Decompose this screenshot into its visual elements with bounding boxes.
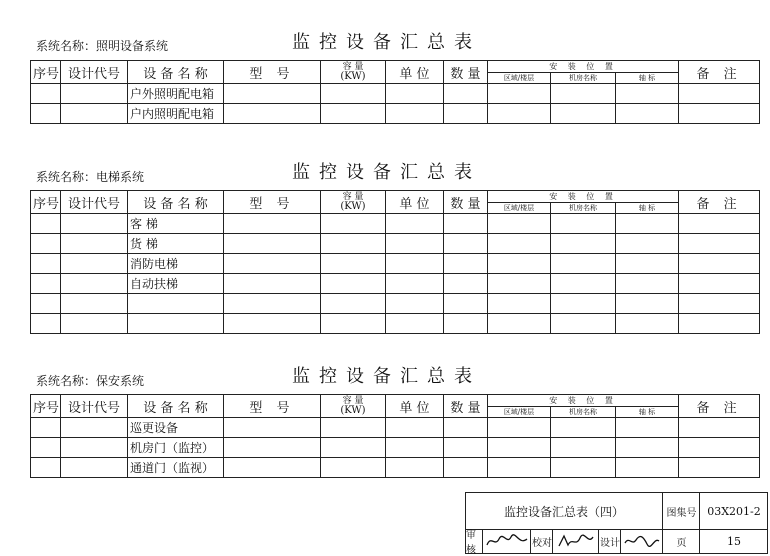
device-name xyxy=(128,294,224,314)
table-header-row xyxy=(31,191,760,203)
design-signature xyxy=(620,529,663,553)
section-lighting xyxy=(30,32,760,142)
page-label: 页 xyxy=(662,529,700,553)
signature-scribble-icon xyxy=(485,533,529,549)
review-signature xyxy=(482,529,531,553)
header-loc-axis: 轴 标 xyxy=(616,73,679,84)
header-qty: 数 量 xyxy=(444,395,488,418)
header-loc-room: 机房名称 xyxy=(551,203,616,214)
device-name: 机房门（监控） xyxy=(128,438,224,458)
section-title: 监控设备汇总表 xyxy=(292,32,481,53)
table-row xyxy=(31,314,760,334)
header-model: 型 号 xyxy=(224,395,321,418)
device-name: 货 梯 xyxy=(128,234,224,254)
header-loc-area: 区域/楼层 xyxy=(488,203,551,214)
section-security xyxy=(30,362,760,492)
header-capacity xyxy=(321,61,386,84)
title-block xyxy=(465,492,768,554)
table-row xyxy=(31,84,760,104)
table-row xyxy=(31,234,760,254)
device-name: 巡更设备 xyxy=(128,418,224,438)
device-name: 户外照明配电箱 xyxy=(128,84,224,104)
capacity-label: 容 量 xyxy=(342,396,364,406)
check-signature xyxy=(552,529,599,553)
header-location: 安 装 位 置 xyxy=(488,191,679,203)
system-label: 系统名称：照明设备系统 xyxy=(36,39,169,53)
table-row xyxy=(31,254,760,274)
header-loc-area: 区域/楼层 xyxy=(488,407,551,418)
header-capacity xyxy=(321,191,386,214)
header-name: 设 备 名 称 xyxy=(128,191,224,214)
table-row xyxy=(31,104,760,124)
equipment-table xyxy=(30,394,760,478)
check-label: 校对 xyxy=(530,529,553,553)
table-header-row xyxy=(31,395,760,407)
title-block-bottom-row xyxy=(466,529,767,556)
header-unit: 单 位 xyxy=(386,395,444,418)
header-seq: 序号 xyxy=(31,61,61,84)
drawing-title: 监控设备汇总表（四） xyxy=(503,504,624,519)
header-location: 安 装 位 置 xyxy=(488,61,679,73)
header-model: 型 号 xyxy=(224,61,321,84)
table-row xyxy=(31,418,760,438)
header-loc-axis: 轴 标 xyxy=(616,407,679,418)
header-name: 设 备 名 称 xyxy=(128,395,224,418)
capacity-unit: (KW) xyxy=(340,405,366,416)
table-row xyxy=(31,438,760,458)
header-seq: 序号 xyxy=(31,395,61,418)
system-label: 系统名称：保安系统 xyxy=(36,374,145,388)
signature-scribble-icon xyxy=(623,533,661,549)
equipment-table xyxy=(30,190,760,334)
section-title: 监控设备汇总表 xyxy=(292,366,481,387)
table-row xyxy=(31,274,760,294)
header-loc-area: 区域/楼层 xyxy=(488,73,551,84)
capacity-unit: (KW) xyxy=(340,201,366,212)
device-name: 客 梯 xyxy=(128,214,224,234)
header-model: 型 号 xyxy=(224,191,321,214)
header-qty: 数 量 xyxy=(444,191,488,214)
atlas-number: 03X201-2 xyxy=(699,493,768,529)
review-label: 审核 xyxy=(466,530,476,556)
capacity-label: 容 量 xyxy=(342,62,364,72)
equipment-table xyxy=(30,60,760,124)
header-location: 安 装 位 置 xyxy=(488,395,679,407)
design-label: 设计 xyxy=(598,529,621,553)
drawing-frame xyxy=(20,18,766,556)
section-title: 监控设备汇总表 xyxy=(292,162,481,183)
table-row xyxy=(31,214,760,234)
table-row xyxy=(31,458,760,478)
header-seq: 序号 xyxy=(31,191,61,214)
page-number: 15 xyxy=(699,529,768,553)
header-capacity xyxy=(321,395,386,418)
header-code: 设计代号 xyxy=(61,61,128,84)
header-loc-room: 机房名称 xyxy=(551,73,616,84)
header-qty: 数 量 xyxy=(444,61,488,84)
device-name: 户内照明配电箱 xyxy=(128,104,224,124)
device-name: 通道门（监视） xyxy=(128,458,224,478)
header-remark: 备 注 xyxy=(679,395,760,418)
device-name: 消防电梯 xyxy=(128,254,224,274)
section-elevator xyxy=(30,160,760,360)
title-block-top-row xyxy=(466,493,767,530)
header-name: 设 备 名 称 xyxy=(128,61,224,84)
device-name: 自动扶梯 xyxy=(128,274,224,294)
signature-scribble-icon xyxy=(556,533,596,549)
table-row xyxy=(31,294,760,314)
header-loc-room: 机房名称 xyxy=(551,407,616,418)
table-header-row xyxy=(31,61,760,73)
header-unit: 单 位 xyxy=(386,61,444,84)
capacity-label: 容 量 xyxy=(342,192,364,202)
header-unit: 单 位 xyxy=(386,191,444,214)
header-remark: 备 注 xyxy=(679,191,760,214)
header-code: 设计代号 xyxy=(61,191,128,214)
system-label: 系统名称：电梯系统 xyxy=(36,170,145,184)
header-code: 设计代号 xyxy=(61,395,128,418)
atlas-label: 图集号 xyxy=(662,493,700,529)
header-loc-axis: 轴 标 xyxy=(616,203,679,214)
device-name xyxy=(128,314,224,334)
header-remark: 备 注 xyxy=(679,61,760,84)
capacity-unit: (KW) xyxy=(340,71,366,82)
